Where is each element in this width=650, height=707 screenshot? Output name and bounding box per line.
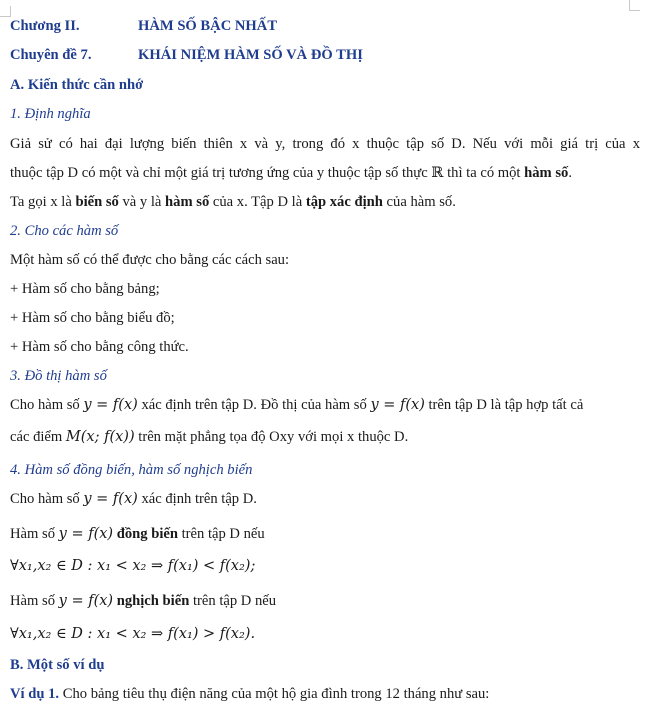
example-label: Ví dụ 1. bbox=[10, 686, 60, 702]
list-item: + Hàm số cho bằng biểu đồ; bbox=[10, 310, 175, 326]
decreasing-formula: ∀x₁,x₂ ∈ D : x₁ < x₂ ⇒ f(x₁) > f(x₂). bbox=[10, 626, 256, 642]
monotonic-increasing-line bbox=[10, 525, 640, 543]
math-expression: y = f(x) bbox=[58, 593, 114, 609]
monotonic-line-1 bbox=[10, 490, 640, 508]
topic-label: Chuyên đề 7. bbox=[10, 47, 92, 63]
math-expression: y = f(x) bbox=[83, 397, 138, 413]
graph-line-2 bbox=[10, 428, 640, 446]
example-text: Cho bảng tiêu thụ điện năng của một hộ gia đình trong 12 tháng như sau: bbox=[59, 686, 490, 702]
section-a-heading: A. Kiến thức cần nhớ bbox=[10, 77, 144, 93]
text-span: Ta gọi x là bbox=[10, 194, 76, 210]
math-expression: M(x; f(x)) bbox=[65, 429, 135, 445]
increasing-formula: ∀x₁,x₂ ∈ D : x₁ < x₂ ⇒ f(x₁) < f(x₂); bbox=[10, 558, 256, 574]
chapter-label: Chương II. bbox=[10, 18, 80, 34]
bold-term-nghich-bien: nghịch biến bbox=[113, 593, 190, 609]
page-corner-mark bbox=[629, 0, 640, 11]
graph-title: 3. Đồ thị hàm số bbox=[10, 368, 107, 384]
topic-line bbox=[10, 46, 640, 64]
text-span: và y là bbox=[118, 194, 166, 210]
chapter-line bbox=[10, 17, 640, 35]
definition-paragraph-line-2 bbox=[10, 164, 640, 182]
definition-paragraph-line-3 bbox=[10, 193, 640, 211]
text-span: các điểm bbox=[10, 429, 66, 445]
text-span: xác định trên tập D. Đồ thị của hàm số bbox=[137, 397, 371, 413]
page-corner-mark bbox=[0, 6, 11, 17]
ways-title: 2. Cho các hàm số bbox=[10, 223, 119, 239]
text-span: Hàm số bbox=[10, 526, 59, 542]
definition-bold-term: hàm số bbox=[524, 165, 569, 181]
monotonic-decreasing-line bbox=[10, 592, 640, 610]
text-span: Hàm số bbox=[10, 593, 59, 609]
bold-term-ham-so: hàm số bbox=[165, 194, 210, 210]
definition-text: thuộc tập D có một và chỉ một giá trị tương ứng của y thuộc tập số thực ℝ thì ta có một bbox=[10, 165, 525, 181]
ways-intro: Một hàm số có thể được cho bằng các cách sau: bbox=[10, 252, 290, 268]
text-span: của hàm số. bbox=[382, 194, 456, 210]
math-expression: y = f(x) bbox=[370, 397, 425, 413]
topic-title: KHÁI NIỆM HÀM SỐ VÀ ĐỒ THỊ bbox=[138, 47, 363, 63]
text-span: xác định trên tập D. bbox=[137, 491, 257, 507]
monotonic-title: 4. Hàm số đồng biến, hàm số nghịch biến bbox=[10, 462, 253, 478]
definition-title: 1. Định nghĩa bbox=[10, 106, 91, 122]
example-1-line bbox=[10, 685, 640, 703]
list-item: + Hàm số cho bằng bảng; bbox=[10, 281, 160, 297]
section-b-heading: B. Một số ví dụ bbox=[10, 657, 105, 673]
text-span: trên mặt phẳng tọa độ Oxy với mọi x thuộc D. bbox=[134, 429, 409, 445]
text-span: Cho hàm số bbox=[10, 397, 84, 413]
text-span: trên tập D là tập hợp tất cả bbox=[424, 397, 584, 413]
bold-term-dong-bien: đồng biến bbox=[113, 526, 178, 542]
definition-paragraph-line-1: Giả sử có hai đại lượng biến thiên x và y, trong đó x thuộc tập số D. Nếu với mỗi giá trị của x bbox=[10, 136, 640, 152]
math-expression: y = f(x) bbox=[83, 491, 138, 507]
text-span: trên tập D nếu bbox=[189, 593, 277, 609]
list-item: + Hàm số cho bằng công thức. bbox=[10, 339, 189, 355]
definition-text-end: . bbox=[568, 165, 572, 181]
math-expression: y = f(x) bbox=[58, 526, 114, 542]
graph-line-1 bbox=[10, 396, 640, 414]
text-span: của x. Tập D là bbox=[209, 194, 306, 210]
bold-term-tap-xac-dinh: tập xác định bbox=[305, 194, 383, 210]
text-span: trên tập D nếu bbox=[177, 526, 265, 542]
chapter-title: HÀM SỐ BẬC NHẤT bbox=[138, 18, 278, 34]
text-span: Cho hàm số bbox=[10, 491, 84, 507]
bold-term-bien-so: biến số bbox=[75, 194, 119, 210]
